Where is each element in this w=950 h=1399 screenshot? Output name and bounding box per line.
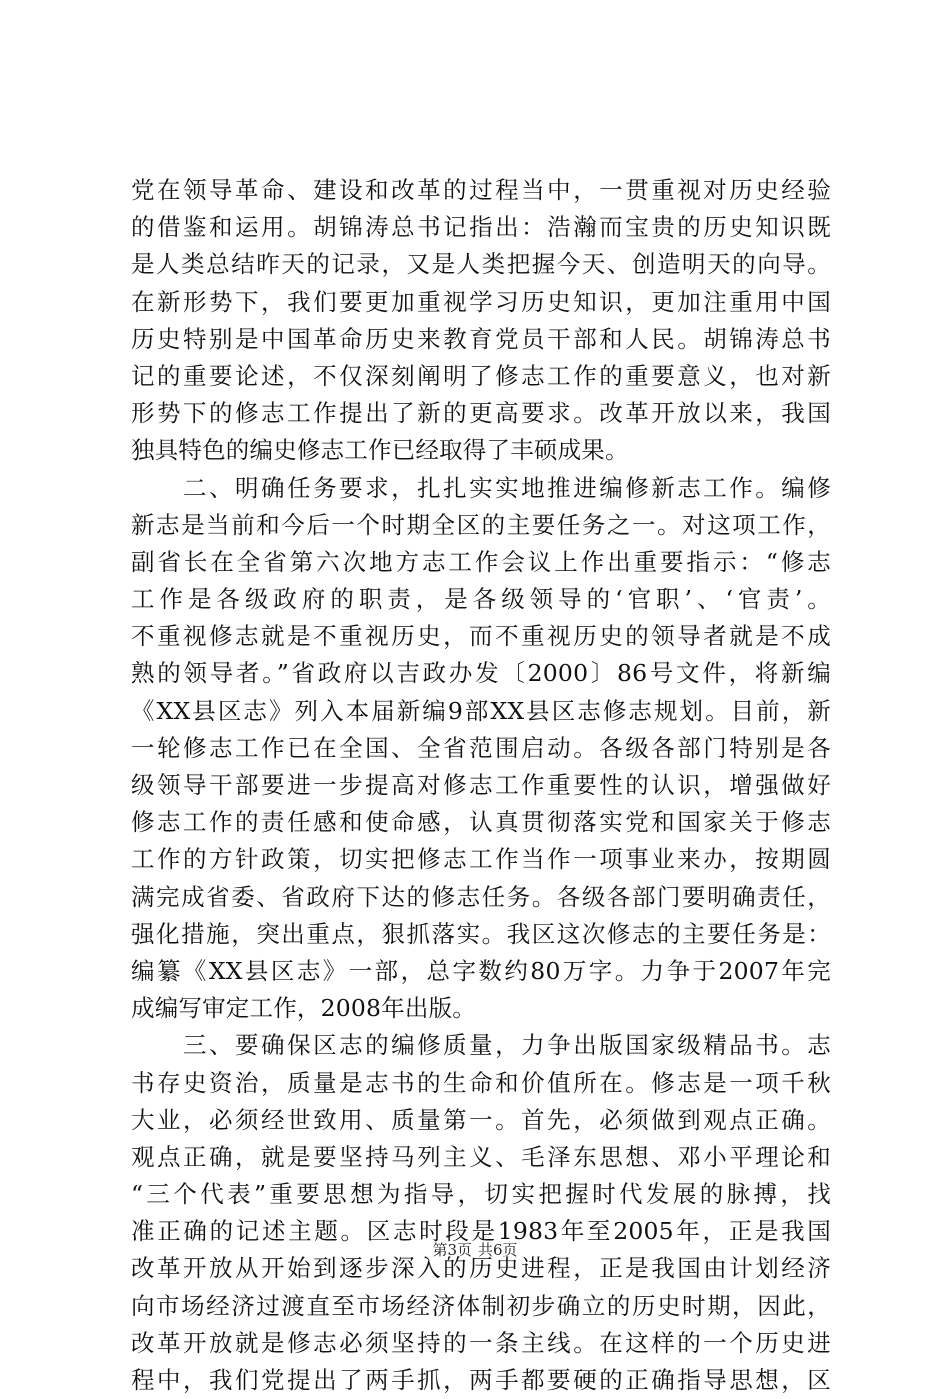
text-line: 副省长在全省第六次地方志工作会议上作出重要指示：“修志 <box>131 547 831 576</box>
text-line: 改革开放从开始到逐步深入的历史进程，正是我国由计划经济 <box>131 1254 831 1283</box>
text-line: 熟的领导者。”省政府以吉政办发〔2000〕86号文件，将新编 <box>131 659 831 688</box>
text-line: 《XX县区志》列入本届新编9部XX县区志修志规划。目前，新 <box>131 696 831 725</box>
page-total: 共6页 <box>478 1241 518 1259</box>
text-line: 在新形势下，我们要更加重视学习历史知识，更加注重用中国 <box>131 287 831 316</box>
text-line: “三个代表”重要思想为指导，切实把握时代发展的脉搏，找 <box>131 1180 831 1209</box>
text-line: 书存史资治，质量是志书的生命和价值所在。修志是一项千秋 <box>131 1068 831 1097</box>
text-line: 强化措施，突出重点，狠抓落实。我区这次修志的主要任务是： <box>131 919 831 948</box>
text-line: 改革开放就是修志必须坚持的一条主线。在这样的一个历史进 <box>131 1328 831 1357</box>
text-line: 三、要确保区志的编修质量，力争出版国家级精品书。志 <box>131 1031 831 1060</box>
text-line: 历史特别是中国革命历史来教育党员干部和人民。胡锦涛总书 <box>131 324 831 353</box>
text-line: 不重视修志就是不重视历史，而不重视历史的领导者就是不成 <box>131 622 831 651</box>
document-body <box>131 172 831 1399</box>
text-line: 满完成省委、省政府下达的修志任务。各级各部门要明确责任， <box>131 882 831 911</box>
text-line: 的借鉴和运用。胡锦涛总书记指出：浩瀚而宝贵的历史知识既 <box>131 213 831 242</box>
text-line: 新志是当前和今后一个时期全区的主要任务之一。对这项工作， <box>131 510 831 539</box>
text-line: 程中，我们党提出了两手抓，两手都要硬的正确指导思想，区 <box>131 1366 831 1394</box>
text-line: 编纂《XX县区志》一部，总字数约80万字。力争于2007年完 <box>131 956 831 985</box>
text-line: 独具特色的编史修志工作已经取得了丰硕成果。 <box>131 436 629 465</box>
text-line: 修志工作的责任感和使命感，认真贯彻落实党和国家关于修志 <box>131 808 831 837</box>
text-line: 记的重要论述，不仅深刻阐明了修志工作的重要意义，也对新 <box>131 361 831 390</box>
text-line: 工作是各级政府的职责，是各级领导的‘官职’、‘官责’。 <box>131 585 831 614</box>
text-line: 一轮修志工作已在全国、全省范围启动。各级各部门特别是各 <box>131 733 831 762</box>
text-line: 成编写审定工作，2008年出版。 <box>131 994 477 1023</box>
text-line: 是人类总结昨天的记录，又是人类把握今天、创造明天的向导。 <box>131 250 831 279</box>
text-line: 大业，必须经世致用、质量第一。首先，必须做到观点正确。 <box>131 1105 831 1134</box>
text-line: 观点正确，就是要坚持马列主义、毛泽东思想、邓小平理论和 <box>131 1142 831 1171</box>
text-line: 党在领导革命、建设和改革的过程当中，一贯重视对历史经验 <box>131 176 831 204</box>
text-line: 准正确的记述主题。区志时段是1983年至2005年，正是我国 <box>131 1217 831 1246</box>
page-number: 第3页 <box>432 1241 472 1259</box>
text-line: 形势下的修志工作提出了新的更高要求。改革开放以来，我国 <box>131 399 831 428</box>
text-line: 二、明确任务要求，扎扎实实地推进编修新志工作。编修 <box>131 473 831 502</box>
text-line: 级领导干部要进一步提高对修志工作重要性的认识，增强做好 <box>131 771 831 799</box>
text-line: 工作的方针政策，切实把修志工作当作一项事业来办，按期圆 <box>131 845 831 874</box>
page-footer <box>0 1240 950 1260</box>
text-line: 向市场经济过渡直至市场经济体制初步确立的历史时期，因此， <box>131 1291 831 1320</box>
